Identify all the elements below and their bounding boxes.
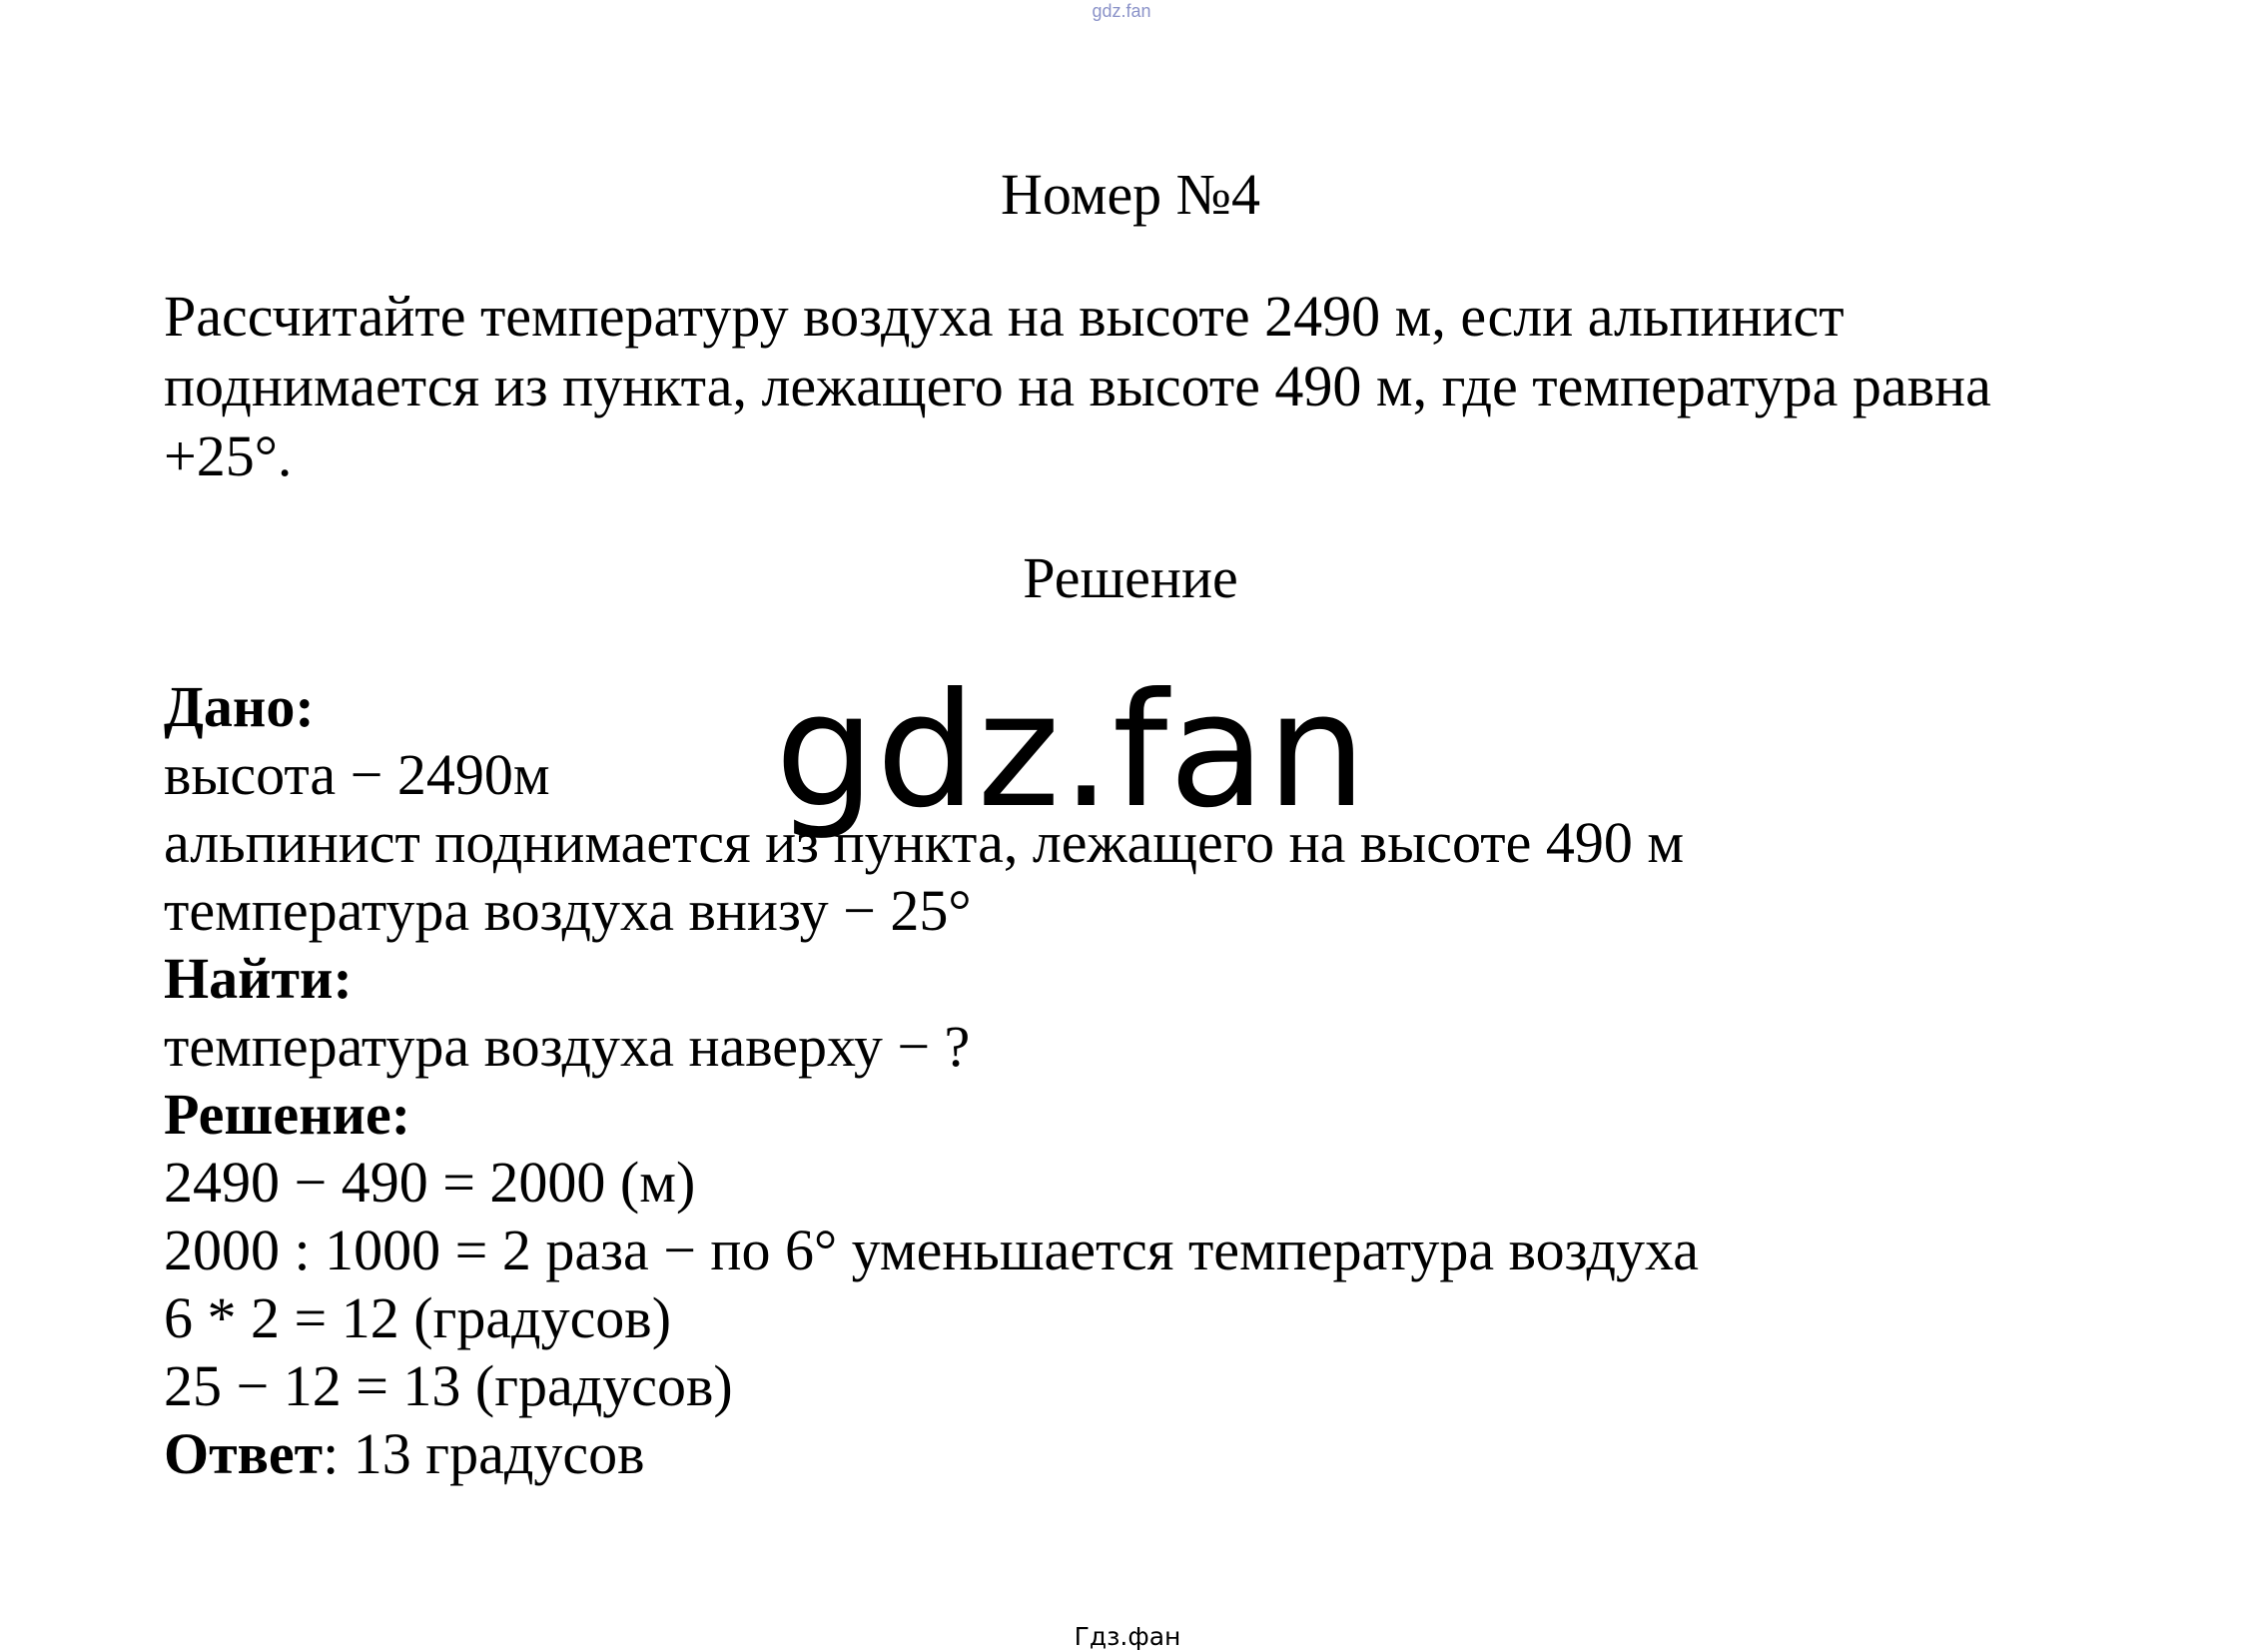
solution-line-3: 6 * 2 = 12 (градусов) <box>164 1285 672 1350</box>
center-watermark: gdz.fan <box>775 659 1368 843</box>
given-line-1: высота − 2490м <box>164 742 550 807</box>
solution-label: Решение: <box>164 1082 411 1147</box>
given-line-3: температура воздуха внизу − 25° <box>164 878 972 943</box>
bottom-watermark: Гдз.фан <box>1074 1622 1181 1651</box>
problem-line-3: +25°. <box>164 423 293 488</box>
page-title: Номер №4 <box>1000 162 1261 227</box>
answer-label: Ответ <box>164 1421 324 1486</box>
answer-line <box>164 1420 2121 1488</box>
solution-line-1: 2490 − 490 = 2000 (м) <box>164 1150 696 1215</box>
find-line-1: температура воздуха наверху − ? <box>164 1014 971 1079</box>
given-line-2: альпинист поднимается из пункта, лежащего на высоте 490 м <box>164 810 1685 875</box>
solution-line-2: 2000 : 1000 = 2 раза − по 6° уменьшается температура воздуха <box>164 1218 1699 1282</box>
find-label: Найти: <box>164 946 353 1011</box>
problem-statement <box>164 282 2121 491</box>
problem-line-2: поднимается из пункта, лежащего на высоте 490 м, где температура равна <box>164 354 1991 418</box>
problem-line-1: Рассчитайте температуру воздуха на высоте 2490 м, если альпинист <box>164 284 1845 349</box>
answer-text: : 13 градусов <box>323 1421 645 1486</box>
given-label: Дано: <box>164 674 315 739</box>
solution-heading: Решение <box>1023 545 1238 610</box>
top-watermark: gdz.fan <box>1092 1 1151 21</box>
solution-line-4: 25 − 12 = 13 (градусов) <box>164 1353 733 1418</box>
